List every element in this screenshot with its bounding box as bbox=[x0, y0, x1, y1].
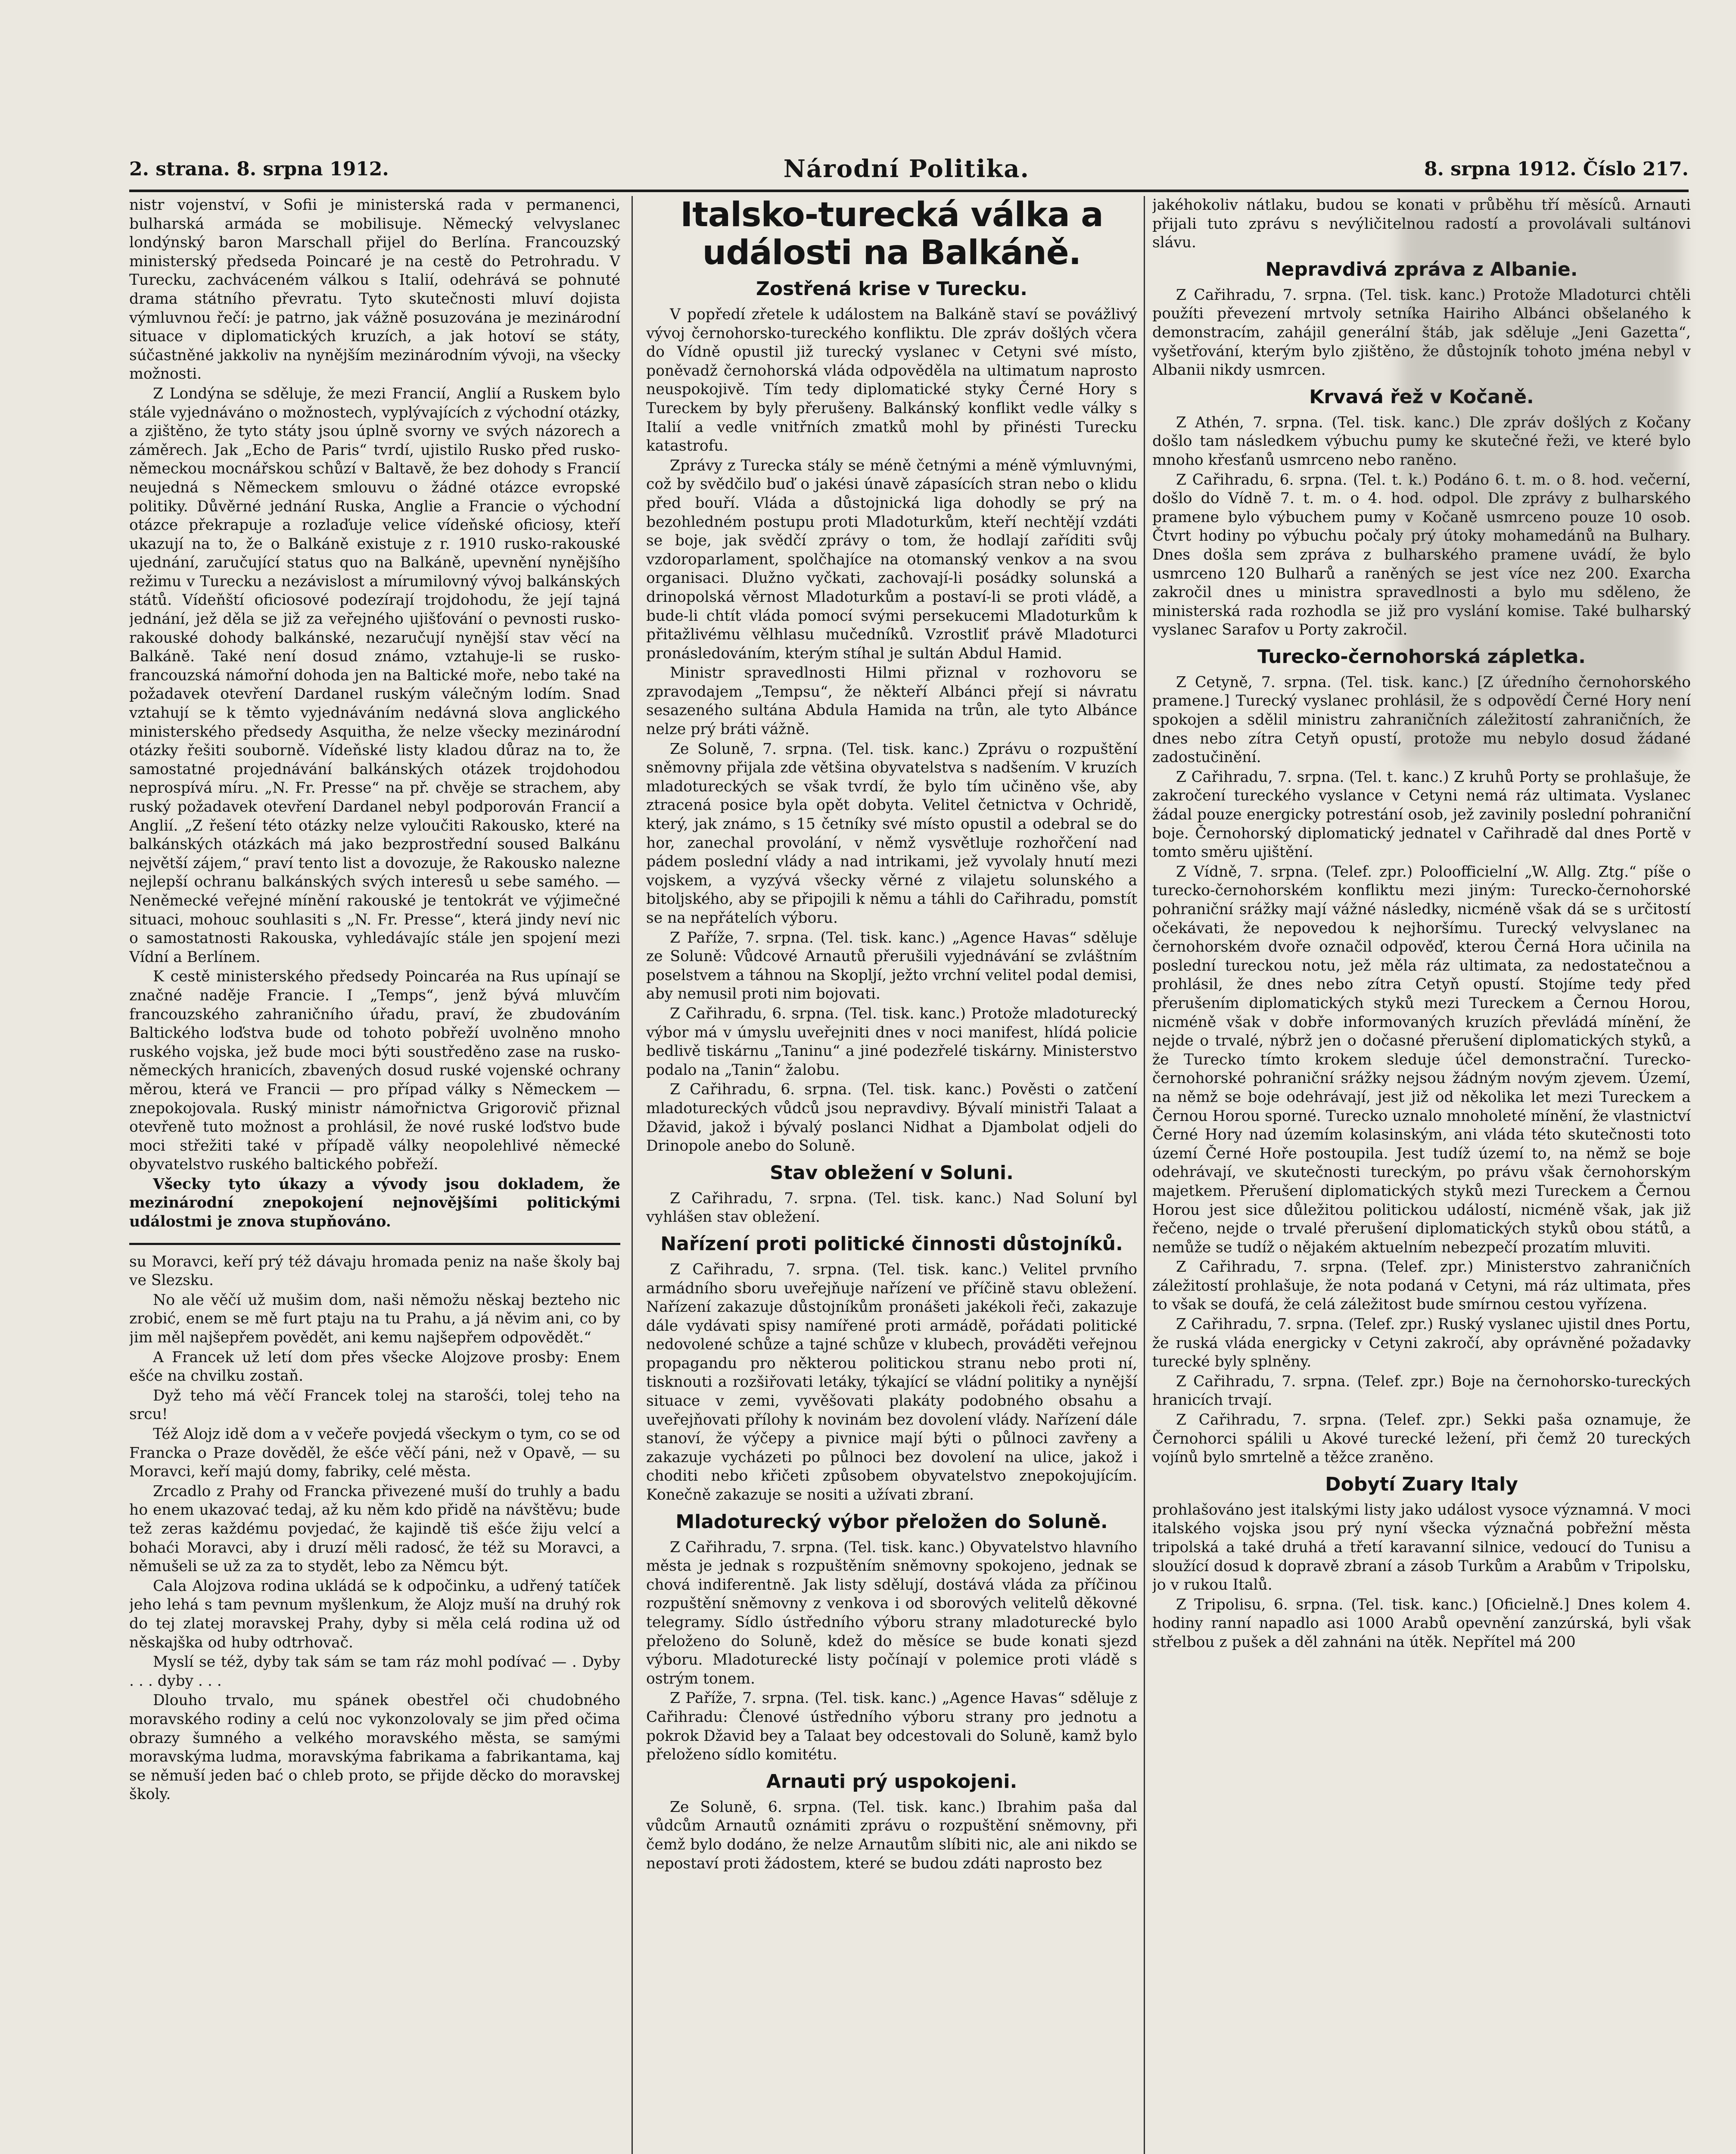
article-paragraph: V popředí zřetele k událostem na Balkáně staví se povážlivý vývoj černohorsko-tureckého konfliktu. Dle zpráv došlých včera do Vídně opustil již turecký vyslanec v Cetyni své místo, poněvadž černohorská vláda odpověděla na ultimatum naprosto neuspokojivě. Tím tedy diplomatické styky Černé Hory s Tureckem by byly přerušeny. Balkánský konflikt vedle války s Italií a vedle vnitřních zmatků mohl by přinésti Turecku katastrofu. bbox=[646, 306, 1137, 455]
article-paragraph: Z Cařihradu, 6. srpna. (Tel. tisk. kanc.) Pověsti o zatčení mladotureckých vůdců jsou nepravdivy. Bývalí ministři Talaat a Džavid, jakož i bývalý poslanci Nidhat a Djambolat odjeli do Drinopole anebo do Soluně. bbox=[646, 1081, 1137, 1155]
column-divider-1 bbox=[632, 196, 633, 2154]
column-2 bbox=[646, 196, 1137, 2154]
article-paragraph: Z Tripolisu, 6. srpna. (Tel. tisk. kanc.) [Oficielně.] Dnes kolem 4. hodiny ranní napadlo asi 1000 Arabů opevnění zanzúrská, byli však střelbou z pušek a děl zahnáni na útěk. Nepřítel má 200 bbox=[1152, 1596, 1691, 1651]
feuilleton-rule bbox=[129, 1243, 620, 1245]
col1-paragraph: Z Londýna se sděluje, že mezi Francií, Anglií a Ruskem bylo stále vyjednáváno o možnostech, vyplývajících z východní otázky, a zjištěno, že tyto státy jsou úplně svorny ve svých názorech a záměrech. Jak „Echo de Paris“ tvrdí, ujistilo Rusko před rusko-německou mocnářskou schůzí v Baltavě, že bez dohody s Francií neujedná s Německem smlouvu o žádné otázce evropské politiky. Důvěrné jednání Ruska, Anglie a Francie o východní otázce překrapuje a rozlaďuje velice vídeňské oficiosy, kteří ukazují na to, že o Balkáně existuje z r. 1910 rusko-rakouské ujednání, zaručující status quo na Balkáně, upevnění nynějšího režimu v Turecku a nezávislost a mírumilovný vývoj balkánských států. Vídeňští oficiosové podezírají trojdohodu, že její tajná jednání, jež děla se již za veřejného ujišťování o pevnosti rusko-rakouské dohody balkánské, nezaručují nynější stav věcí na Balkáně. Také není dosud známo, vztahuje-li se rusko-francouzská námořní dohoda jen na Baltické moře, nebo také na požadavek otevření Dardanel ruským válečným lodím. Snad vztahují se k těmto vyjednáváním nedávná slova anglického ministerského předsedy Asquitha, že nelze všecky mezinárodní otázky řešiti souborně. Vídeňské listy kladou důraz na to, že samostatné projednávání balkánských otázek trojdohodou neprospívá míru. „N. Fr. Presse“ na př. chvěje se strachem, aby ruský požadavek otevření Dardanel nebyl podporován Francií a Anglií. „Z řešení této otázky nelze vyloučiti Rakousko, které na balkánských otázkách má jako bezprostřední soused Balkánu největší zájem,“ praví tento list a dovozuje, že Rakousko nalezne nejlepší ochranu balkánských svých interesů u sebe samého. — Neněmecké veřejné mínění rakouské je tentokrát ve výjimečné situaci, mohouc souhlasiti s „N. Fr. Presse“, která jindy neví nic o samostatnosti Rakouska, vyhledávajíc stále jen spojení mezi Vídní a Berlínem. bbox=[129, 385, 620, 966]
feuilleton-paragraph: Dlouho trvalo, mu spánek obestřel oči chudobného moravského rodiny a celú noc vykonzolovaly se jim před očima obrazy šumného a velkého moravského města, se samými moravskýma ludma, moravskýma fabrikama a fabrikantama, kaj se němuší jeden bać o chleb proto, se přijde děcko do moravskej školy. bbox=[129, 1692, 620, 1803]
feuilleton bbox=[129, 1253, 620, 1804]
article-paragraph: jakéhokoliv nátlaku, budou se konati v průběhu tří měsíců. Arnauti přijali tuto zprávu s nevýličitelnou radostí a provolávali sultánovi slávu. bbox=[1152, 196, 1691, 252]
section-heading: Nařízení proti politické činnosti důstojníků. bbox=[660, 1233, 1123, 1255]
article-title: Italsko-turecká válka a události na Balkáně. bbox=[680, 196, 1103, 272]
masthead-rule bbox=[129, 190, 1689, 192]
article-paragraph: Z Paříže, 7. srpna. (Tel. tisk. kanc.) „Agence Havas“ sděluje ze Soluně: Vůdcové Arnautů přerušili vyjednávání se zvláštním poselstvem a táhnou na Skopljí, ježto vrchní velitel podal demisi, aby nemusil proti nim bojovati. bbox=[646, 929, 1137, 1003]
section-heading: Mladoturecký výbor přeložen do Soluně. bbox=[675, 1510, 1108, 1533]
masthead-date-right: 8. srpna 1912. Číslo 217. bbox=[1424, 158, 1689, 180]
article-paragraph: Z Cařihradu, 7. srpna. (Telef. zpr.) Sekki paša oznamuje, že Černohorci spálili u Akové turecké ležení, při čemž 20 tureckých vojínů bylo smrtelně a těžce zraněno. bbox=[1152, 1411, 1691, 1466]
column-divider-2 bbox=[1144, 196, 1145, 2154]
section-heading: Krvavá řež v Kočaně. bbox=[1309, 386, 1534, 408]
col1-paragraph: nistr vojenství, v Sofii je ministerská rada v permanenci, bulharská armáda se mobilisuje. Německý velvyslanec londýnský baron Marschall přijel do Berlína. Francouzský ministerský předseda Poincaré je na cestě do Petrohradu. V Turecku, zachváceném válkou s Italií, odehrává se pohnuté drama státního převratu. Tyto skutečnosti mluví dojista výmluvnou řečí: je patrno, jak vážně posuzována je mezinárodní situace v diplomatických kruzích, a jak hotoví se státy, súčastněné jakkoliv na nynějším mezinárodním vývoji, na všecky možnosti. bbox=[129, 196, 620, 383]
feuilleton-paragraph: su Moravci, keří prý též dávaju hromada peniz na naše školy baj ve Slezsku. bbox=[129, 1253, 620, 1289]
article-paragraph: Z Cařihradu, 7. srpna. (Telef. zpr.) Ruský vyslanec ujistil dnes Portu, že ruská vláda energicky v Cetyni zakročí, aby oprávněné požadavky turecké byly splněny. bbox=[1152, 1316, 1691, 1371]
article-paragraph: Ze Soluně, 7. srpna. (Tel. tisk. kanc.) Zprávu o rozpuštění sněmovny přijala zde většina obyvatelstva s nadšením. V kruzích mladotureckých se však tvrdí, že bylo tím učiněno vše, aby ztracená posice byla opět dobyta. Velitel četnictva v Ochridě, který, jak známo, s 15 četníky své místo opustil a odebral se do hor, zanechal provolání, v němž vysvětluje rozhořčení nad pádem poslední vlády a nad intrikami, jež vyvolaly hnutí mezi vojskem, a vyzývá všecky věrné z vilajetu solunského a bitoljského, aby se připojili k němu a táhli do Cařihradu, pomstít se na nepřátelích výboru. bbox=[646, 740, 1137, 927]
article-paragraph: Z Cařihradu, 7. srpna. (Telef. zpr.) Ministerstvo zahraničních záležitostí prohlašuje, že nota podaná v Cetyni, má ráz ultimata, přes to však se doufá, že celá záležitost bude smírnou cestou vyřízena. bbox=[1152, 1258, 1691, 1314]
article-paragraph: Z Cařihradu, 6. srpna. (Tel. t. k.) Podáno 6. t. m. o 8. hod. večerní, došlo do Vídně 7. t. m. o 4. hod. odpol. Dle zprávy z bulharského pramene bylo výbuchem pumy v Kočaně usmrceno pouze 10 osob. Čtvrt hodiny po výbuchu počaly prý útoky mohamedánů na Bulhary. Dnes došla sem zpráva z bulharského pramene uvádí, že bylo usmrceno 120 Bulharů a raněných se jest více nez 200. Exarcha zakročil dnes u ministra spravedlnosti a bylo mu sděleno, že ministerská rada rozhodla se již pro vyslání komise. Také bulharský vyslanec Sarafov u Porty zakročil. bbox=[1152, 471, 1691, 639]
article-paragraph: Z Cetyně, 7. srpna. (Tel. tisk. kanc.) [Z úředního černohorského pramene.] Turecký vyslanec prohlásil, že s odpovědí Černé Hory není spokojen a sdělil ministru zahraničních záležitostí zahraničních, že dnes nebo zítra Cetyň opustí, protože mu nebylo dosud žádané zadostučinění. bbox=[1152, 673, 1691, 766]
masthead-date-left: 2. strana. 8. srpna 1912. bbox=[129, 158, 389, 180]
section-heading: Nepravdivá zpráva z Albanie. bbox=[1265, 258, 1578, 280]
article-paragraph: Z Paříže, 7. srpna. (Tel. tisk. kanc.) „Agence Havas“ sděluje z Cařihradu: Členové ústředního výboru strany pro jednotu a pokrok Džavid bey a Talaat bey odcestovali do Soluně, kamž bylo přeloženo sídlo komitétu. bbox=[646, 1690, 1137, 1764]
section-heading: Turecko-černohorská zápletka. bbox=[1257, 645, 1586, 668]
article-paragraph: Zprávy z Turecka stály se méně četnými a méně výmluvnými, což by svědčilo buď o jakési únavě zápasících stran nebo o klidu před bouří. Vláda a důstojnická liga dohodly se prý na bezohledném postupu proti Mladoturkům, kteří nechtějí vzdáti se boje, jak svědčí zprávy o tom, že hodlají zaříditi svůj vzdoroparlament, spolčhajíce na otomanský venkov a na svou organisaci. Dlužno vyčkati, zachovají-li posádky solunská a drinopolská věrnost Mladoturkům a postaví-li se proti vládě, a bude-li chtít vláda pomocí svými persekucemi Mladoturkům k přitažlivému vělhlasu mučedníků. Vzrostliť právě Mladoturci pronásledováním, kterým stíhal je sultán Abdul Hamid. bbox=[646, 457, 1137, 662]
col1-paragraph: K cestě ministerského předsedy Poincaréa na Rus upínají se značné naděje Francie. I „Temps“, jenž bývá mluvčím francouzského zahraničního úřadu, praví, že zbudováním Baltického loďstva bude od tohoto pobřeží uvolněno mnoho ruského vojska, jež bude moci býti soustředěno zase na rusko-německých hranicích, zbavených dosud ruské vojenské ochrany měrou, která ve Francii — pro případ války s Německem — znepokojovala. Ruský ministr námořnictva Grigorovič přiznal otevřeně tuto možnost a prohlásil, že nové ruské loďstvo bude moci střežiti také v případě války neopolehlivé německé obyvatelstvo ruského baltického pobřeží. bbox=[129, 968, 620, 1173]
feuilleton-paragraph: Cala Alojzova rodina ukládá se k odpočinku, a udřený tatíček jeho lehá s tam pevnum myšlenkum, že Alojz muší na druhý rok do tej zlatej moravskej Prahy, dyby si měla celá rodina už od něskajška od huby odtrhovač. bbox=[129, 1577, 620, 1651]
article-paragraph: Z Cařihradu, 7. srpna. (Tel. t. kanc.) Z kruhů Porty se prohlašuje, že zakročení tureckého vyslance v Cetyni nemá ráz ultimata. Vyslanec žádal pouze energicky potrestání osob, jež zavinily poslední pohraniční boje. Černohorský diplomatický jednatel v Cařihradě dal dnes Portě v tomto směru ujištění. bbox=[1152, 768, 1691, 861]
section-heading: Dobytí Zuary Italy bbox=[1325, 1473, 1518, 1495]
column-1 bbox=[129, 196, 620, 2154]
feuilleton-paragraph: Zrcadlo z Prahy od Francka přivezené muší do truhly a badu ho enem ukazovać tedaj, až ku něm kdo přidě na návštěvu; bude tež zeras každému povjedać, že kajindě tiš ešće žiju velcí a bohaći Moravci, aby i druzí měli radosć, že též su Moravci, a němušeli se už za za to stydět, lebo za Němcu být. bbox=[129, 1482, 620, 1575]
article-paragraph: Ministr spravedlnosti Hilmi přiznal v rozhovoru se zpravodajem „Tempsu“, že někteří Albánci přejí si návratu sesazeného sultána Abdula Hamida na trůn, ale tyto Albánce nelze prý bráti vážně. bbox=[646, 664, 1137, 738]
masthead-title: Národní Politika. bbox=[783, 155, 1030, 183]
feuilleton-paragraph: Též Alojz idě dom a v večeře povjedá všeckym o tym, co se od Francka o Praze dověděl, že ešće věčí páni, než v Opavě, — su Moravci, keří majú domy, fabriky, celé města. bbox=[129, 1426, 620, 1481]
masthead bbox=[129, 152, 1689, 186]
article-paragraph: Z Cařihradu, 7. srpna. (Tel. tisk. kanc.) Protože Mladoturci chtěli použíti převezení mrtvoly setníka Hairiho Albánci obšelaného k demonstracím, zahájil generální štáb, jak sděluje „Jeni Gazetta“, vyšetřování, kterým bylo zjištěno, že důstojník tohoto jména nebyl v Albanii nikdy usmrcen. bbox=[1152, 286, 1691, 379]
article-paragraph: Z Cařihradu, 7. srpna. (Tel. tisk. kanc.) Obyvatelstvo hlavního města je jednak s rozpuštěním sněmovny spokojeno, jednak se chová indiferentně. Jak listy sdělují, dostává vláda za příčinou rozpuštění sněmovny z venkova i od sborových velitelů děkovné telegramy. Sídlo ústředního výboru strany mladoturecké bylo přeloženo do Soluně, kdež do měsíce se bude konati sjezd výboru. Mladoturecké listy počínají v polemice proti vládě s ostrým tonem. bbox=[646, 1538, 1137, 1687]
column-3 bbox=[1152, 196, 1691, 2154]
article-paragraph: prohlašováno jest italskými listy jako událost vysoce významná. V moci italského vojska jsou prý nyní všecka význačná pobřežní města tripolská a také druhá a třetí karavanní silnice, vedoucí do Tunisu a sloužící dosud k dopravě zbraní a zásob Turkům a Arabům v Tripolsku, jo v rukou Italů. bbox=[1152, 1501, 1691, 1594]
article-paragraph: Z Athén, 7. srpna. (Tel. tisk. kanc.) Dle zpráv došlých z Kočany došlo tam následkem výbuchu pumy ke skutečné řeži, ve které bylo mnoho křesťanů usmrceno nebo raněno. bbox=[1152, 414, 1691, 469]
article-paragraph: Z Vídně, 7. srpna. (Telef. zpr.) Poloofficielní „W. Allg. Ztg.“ píše o turecko-černohorském konfliktu mezi jiným: Turecko-černohorské pohraniční srážky mají vážné následky, nicméně však dá se s určitostí očekávati, že nepovedou k nejhoršímu. Turecký velvyslanec na černohorském dvoře označil odpověď, kterou Černá Hora učinila na poslední tureckou notu, jež měla ráz ultimata, za nedostatečnou a prohlásil, že dnes nebo zítra Cetyň opustí. Stojíme tedy před přerušením diplomatických styků mezi Tureckem a Černou Horou, nicméně však v dobře informovaných kruzích převládá mínění, že nejde o trvalé, nýbrž jen o dočasné přerušení diplomatických styků, a že Turecko tímto krokem sleduje účel demonstrační. Turecko-černohorské pohraniční srážky nejsou žádným novým zjevem. Území, na němž se boje odehrávají, jest již od několika let mezi Tureckem a Černou Horou sporné. Turecko uznalo mnoholeté mínění, že vlastnictví Černé Hory nad územím kolasinským, ani vláda této skutečnosti toto území Černé Hoře postoupila. Jest tudíž území to, na němž se boje odehrávají, ve skutečnosti tureckým, po právu však černohorským majetkem. Přerušení diplomatických styků mezi Tureckem a Černou Horou jest sice důležitou politickou událostí, nicméně však, jak již řečeno, nejde o trvalé přerušení diplomatických styků obou států, a nemůže se tudíž o nějakém aktuelním nebezpečí prozatím mluviti. bbox=[1152, 863, 1691, 1256]
feuilleton-paragraph: Dyž teho má věčí Francek tolej na starošći, tolej teho na srcu! bbox=[129, 1387, 620, 1423]
article-paragraph: Z Cařihradu, 7. srpna. (Tel. tisk. kanc.) Velitel prvního armádního sboru uveřejňuje nařízení ve příčině stavu obležení. Nařízení zakazuje důstojníkům pronášeti jakékoli řeči, zakazuje dále vydávati spisy namířené proti armádě, pořádati politické nedovolené schůze a tajné schůze v klubech, prováděti veřejnou propagandu pro některou politickou stranu nebo proti ní, tisknouti a rozšiřovati letáky, týkající se vládní politiky a nynější situace v zemi, vyvěšovati plakáty podobného obsahu a uveřejňovati přílohy k novinám bez dovolení vlády. Nařízení dále stanoví, že výčepy a pivnice mají býti o půlnoci zavřeny a zakazuje vycházeti po půlnoci bez dovolení na ulice, jakož i choditi nebo křičeti způsobem obyvatelstvo znepokojujícím. Konečně zakazuje se nositi a užívati zbraní. bbox=[646, 1261, 1137, 1504]
section-heading: Stav obležení v Soluni. bbox=[770, 1161, 1014, 1184]
section-heading: Zostřená krise v Turecku. bbox=[756, 278, 1028, 300]
section-heading: Arnauti prý uspokojeni. bbox=[766, 1770, 1017, 1793]
article-paragraph: Z Cařihradu, 7. srpna. (Telef. zpr.) Boje na černohorsko-tureckých hranicích trvají. bbox=[1152, 1373, 1691, 1409]
feuilleton-paragraph: A Francek už letí dom přes všecke Alojzove prosby: Enem ešće na chvilku zostaň. bbox=[129, 1348, 620, 1385]
col1-paragraph: Všecky tyto úkazy a vývody jsou dokladem, že mezinárodní znepokojení nejnovějšími politickými událostmi je znova stupňováno. bbox=[129, 1175, 620, 1231]
feuilleton-paragraph: Myslí se též, dyby tak sám se tam ráz mohl podívać — . Dyby . . . dyby . . . bbox=[129, 1653, 620, 1690]
article-paragraph: Ze Soluně, 6. srpna. (Tel. tisk. kanc.) Ibrahim paša dal vůdcům Arnautů oznámiti zprávu o rozpuštění sněmovny, při čemž bylo dodáno, že nelze Arnautům slíbiti nic, ale ani nikdo se nepostaví proti žádostem, které se budou zdáti naprosto bez bbox=[646, 1798, 1137, 1872]
article-paragraph: Z Cařihradu, 6. srpna. (Tel. tisk. kanc.) Protože mladoturecký výbor má v úmyslu uveřejniti dnes v noci manifest, hlídá policie bedlivě tiskárnu „Taninu“ a jiné podezřelé tiskárny. Ministerstvo podalo na „Tanin“ žalobu. bbox=[646, 1005, 1137, 1079]
feuilleton-paragraph: No ale věčí už mušim dom, naši němožu něskaj bezteho nic zrobić, enem se mě furt ptaju na tu Prahu, a já něvim ani, co by jim měl najšepřem povědět, ani kemu najšepřem odpovědět.“ bbox=[129, 1291, 620, 1347]
article-paragraph: Z Cařihradu, 7. srpna. (Tel. tisk. kanc.) Nad Soluní byl vyhlášen stav obležení. bbox=[646, 1189, 1137, 1226]
